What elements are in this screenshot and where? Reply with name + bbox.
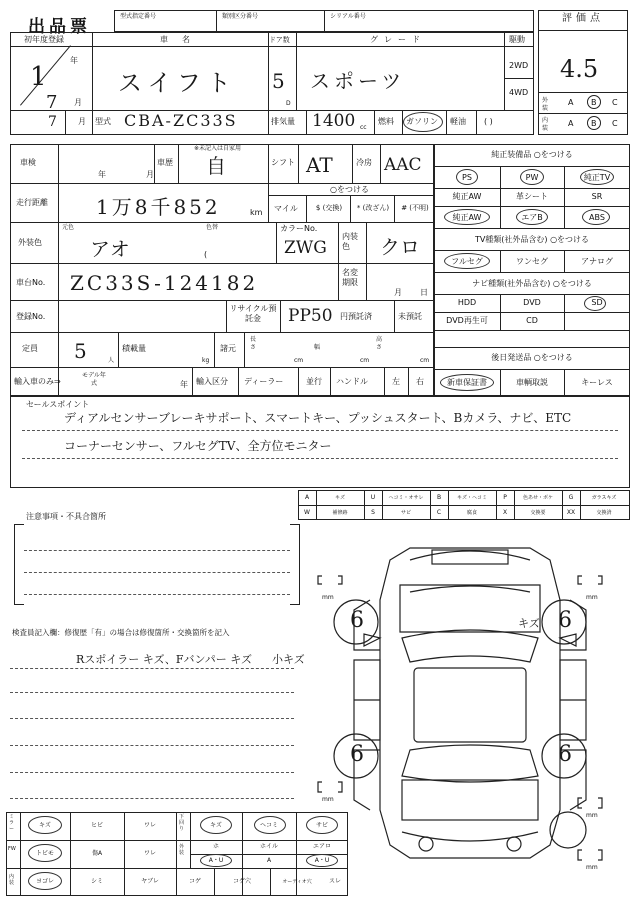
interior-color-label: 内装色 [342,232,358,251]
legend-text: 補修跡 [332,510,348,516]
model-month-mark: 7 [48,114,57,130]
page-title: 出品票 [28,17,91,37]
car-diagram [310,540,630,880]
legend-code: P [503,494,507,501]
history-value: 自 [206,154,226,178]
name-change-label: 名変期限 [342,268,358,287]
notes-label: 注意事項・不具合箇所 [26,512,106,521]
equip-pw: PW [525,173,539,182]
drive-label: 駆動 [509,35,525,44]
doors-value: 5 [272,69,285,93]
nav-cd: CD [526,316,538,325]
fuel-value: ガソリン [406,117,438,126]
light-oil-label: 軽油 [450,117,466,126]
capacity-value: 5 [74,339,87,363]
mile-opt-tampered: * (改ざん) [356,204,390,212]
legend-code: A [304,494,310,501]
history-note: ※未記入は自家用 [194,145,242,152]
inspector-text: Rスポイラー キズ、Fバンパー キズ [76,653,253,666]
mileage-value: 1万8千852 [96,195,221,219]
equip-abs: ABS [589,213,605,222]
chassis-label: 車台No. [16,278,46,287]
model-year-label: モデル年式 [82,372,106,387]
recycle-value: PP50 [288,306,333,326]
first-reg-year: 1 [30,62,47,92]
legend-code: W [304,509,310,516]
later-keyless: キーレス [581,378,613,387]
car-name-value: スイフト [118,69,237,97]
model-value: CBA-ZC33S [124,111,238,130]
equip-tv: 純正TV [583,173,611,182]
type-code-label: 型式指定番号 [120,13,157,20]
later-warranty: 新車保証書 [447,378,487,387]
history-label: 車歴 [157,158,173,167]
bumper-note: キズ [518,617,540,630]
recycle-label: リサイクル預託金 [229,304,277,323]
car-name-label: 車名 [160,35,204,44]
legend-text: 交換要 [530,510,546,516]
sales-points-line1: ディアルセンサーブレーキサポート、スマートキー、プッシュスタート、Bカメラ、ナビ、ETC [64,411,572,425]
interior-grade-circle [587,116,601,130]
handle-label: ハンドル [336,377,368,386]
tire-rl: 6 [350,742,364,767]
reg-label: 登録No. [16,312,46,321]
legend-text: キズ・ヘコミ [457,495,487,501]
displacement-value: 1400 [312,111,356,131]
tv-oneseg: ワンセグ [516,257,548,266]
chassis-value: ZC33S-124182 [70,271,259,295]
legend-text: 交換済 [596,510,612,516]
exterior-grade-circle [587,95,601,109]
later-title: 後日発送品 ○をつける [491,353,573,362]
score-label: 評価点 [562,13,604,24]
legend-code: X [502,509,508,516]
mile-opt-exchanged: $ (交換) [315,204,343,212]
dims-label: 諸元 [220,344,236,353]
ac-value: AAC [384,155,422,175]
legend-text: ガラスキズ [591,495,617,501]
inspector-text2: 小キズ [272,653,305,666]
displacement-label: 排気量 [271,117,295,126]
color-no-label: カラーNo. [280,224,318,233]
legend-code: G [568,494,574,501]
notes-box [14,524,300,604]
legend-code: S [371,509,375,516]
nav-title: ナビ種類(社外品含む) ○をつける [472,279,592,288]
drive-2wd: 2WD [509,61,529,70]
grade-value: スポーツ [310,69,406,93]
nav-sd: SD [591,298,603,307]
mileage-label: 走行距離 [16,198,48,207]
legend-code: C [436,509,442,516]
tv-fullseg: フルセグ [451,257,483,266]
color-value: アオ [90,237,130,261]
shift-value: AT [306,153,333,177]
mile-label: マイル [274,204,298,213]
nav-hdd: HDD [457,298,477,307]
equip-aw2: 純正AW [452,213,482,222]
later-manual: 車輌取説 [516,378,548,387]
import-label: 輸入車のみ⇒ [14,377,61,386]
grade-label: グレード [370,35,426,44]
exterior-label: 外装 [542,97,549,112]
doors-label: ドア数 [269,36,290,44]
serial-label: シリアル番号 [330,13,366,20]
equip-aw: 純正AW [452,192,482,201]
tire-fl: 6 [350,608,364,633]
interior-label: 内装 [542,117,549,132]
dealer-label: ディーラー [244,377,284,386]
interior-color-value: クロ [380,235,420,259]
legend-code: XX [566,509,576,516]
nav-dvd: DVD [523,298,541,307]
tire-fr: 6 [558,608,572,633]
legend-text: 色あせ・ボケ [522,495,553,501]
first-reg-label: 初年度登録 [24,35,64,44]
load-label: 積載量 [122,344,146,353]
circle-note: ○をつける [330,185,369,194]
fuel-circle [403,112,443,132]
sales-points-label: セールスポイント [26,400,90,409]
drive-4wd: 4WD [509,88,529,97]
capacity-label: 定員 [22,344,38,353]
nav-dvd-play: DVD再生可 [446,316,488,325]
equip-leather: 革シート [516,192,548,201]
import-type-label: 輸入区分 [196,377,228,386]
ac-label: 冷房 [356,158,372,167]
model-label: 型式 [95,117,111,126]
sales-points-line2: コーナーセンサー、フルセグTV、全方位モニター [64,439,332,453]
equip-ps: PS [462,173,472,182]
fuel-label: 燃料 [378,117,394,126]
equip-airbag: エアB [521,213,543,222]
color-label: 外装色 [18,238,42,247]
inspection-label: 車検 [20,158,36,167]
recycle-unpaid: 未預託 [398,312,422,321]
class-code-label: 類別区分番号 [222,13,259,20]
color-no-value: ZWG [284,238,327,258]
legend-text: キズ [335,495,345,501]
legend-code: U [370,494,376,501]
tv-title: TV種類(社外品含む) ○をつける [474,235,590,244]
legend-code: B [436,494,442,501]
equipment-title: 純正装備品 ○をつける [491,150,573,159]
parallel-label: 並行 [306,377,322,386]
legend-text: 腐食 [466,510,477,516]
equip-sr: SR [591,192,603,201]
first-reg-month: 7 [46,92,58,113]
mile-opt-unknown: # (不明) [401,204,429,212]
tv-analog: アナログ [581,257,613,266]
score-value: 4.5 [560,55,599,83]
legend-text: ヘコミ・オサレ [388,495,424,501]
inspector-label: 検査員記入欄：修復歴「有」の場合は修復箇所・交換箇所を記入 [12,628,230,637]
legend-text: サビ [400,510,411,516]
tire-rr: 6 [558,742,572,767]
shift-label: シフト [271,158,295,167]
